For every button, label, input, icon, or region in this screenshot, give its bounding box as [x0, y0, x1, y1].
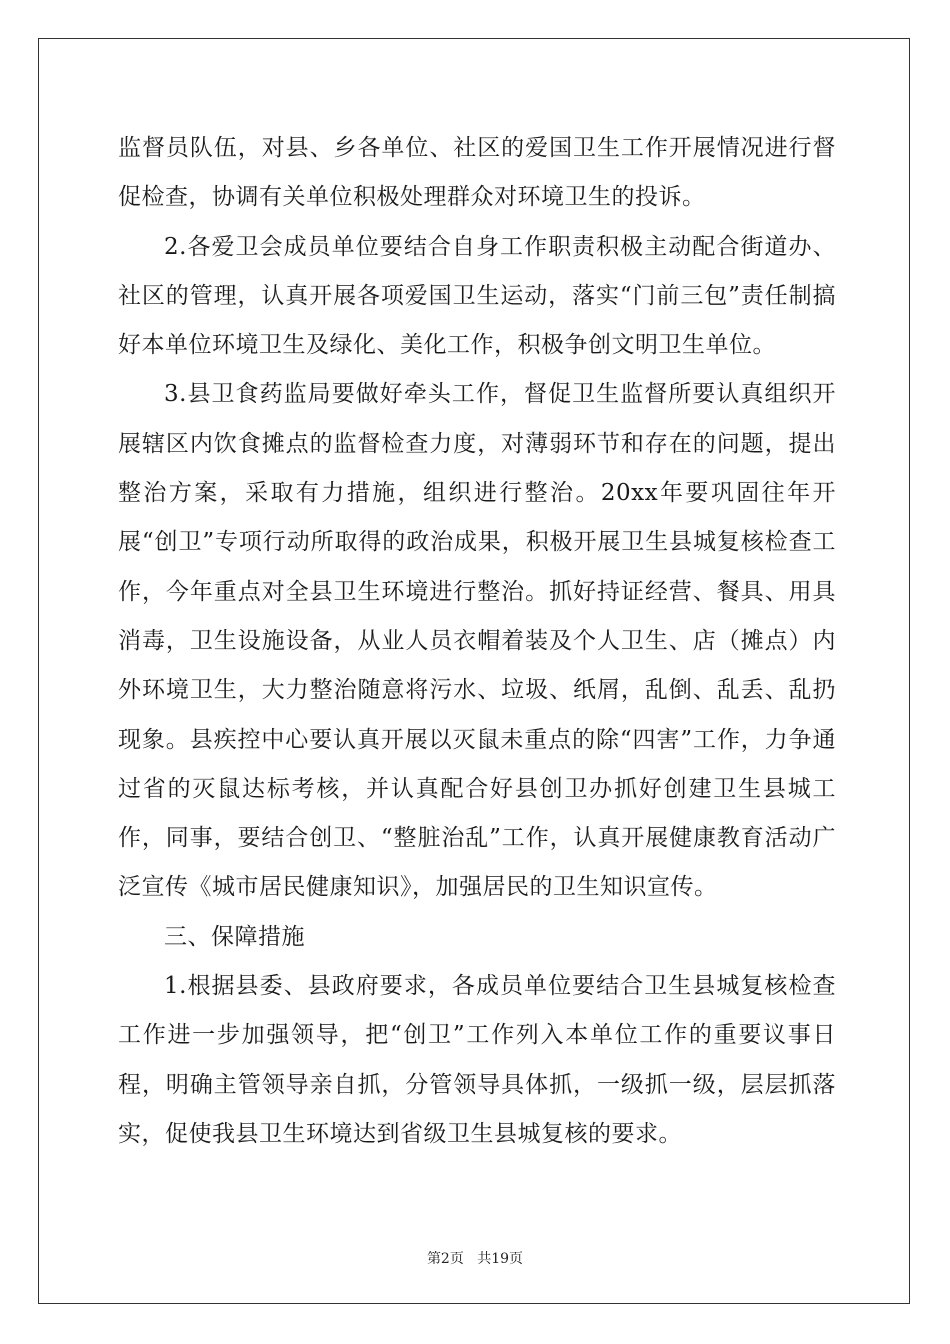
- paragraph-3: 3.县卫食药监局要做好牵头工作，督促卫生监督所要认真组织开展辖区内饮食摊点的监督检查力度，对薄弱环节和存在的问题，提出整治方案，采取有力措施，组织进行整治。20xx年要巩固往年开展“创卫”专项行动所取得的政治成果，积极开展卫生县城复核检查工作，今年重点对全县卫生环境进行整治。抓好持证经营、餐具、用具消毒，卫生设施设备，从业人员衣帽着装及个人卫生、店（摊点）内外环境卫生，大力整治随意将污水、垃圾、纸屑，乱倒、乱丢、乱扔现象。县疾控中心要认真开展以灭鼠未重点的除“四害”工作，力争通过省的灭鼠达标考核，并认真配合好县创卫办抓好创建卫生县城工作，同事，要结合创卫、“整脏治乱”工作，认真开展健康教育活动广泛宣传《城市居民健康知识》，加强居民的卫生知识宣传。: [118, 381, 836, 901]
- section-heading-safeguards: 三、保障措施: [164, 923, 305, 950]
- page-number: 第2页: [426, 1251, 464, 1267]
- page-footer: [0, 1248, 950, 1268]
- document-body: [118, 124, 836, 1159]
- paragraph-1: 监督员队伍，对县、乡各单位、社区的爱国卫生工作开展情况进行督促检查，协调有关单位积极处理群众对环境卫生的投诉。: [118, 135, 836, 211]
- paragraph-5: 1.根据县委、县政府要求，各成员单位要结合卫生县城复核检查工作进一步加强领导，把“创卫”工作列入本单位工作的重要议事日程，明确主管领导亲自抓，分管领导具体抓，一级抓一级，层层抓落实，促使我县卫生环境达到省级卫生县城复核的要求。: [118, 973, 836, 1147]
- paragraph-2: 2.各爱卫会成员单位要结合自身工作职责积极主动配合街道办、社区的管理，认真开展各项爱国卫生运动，落实“门前三包”责任制搞好本单位环境卫生及绿化、美化工作，积极争创文明卫生单位。: [118, 233, 836, 359]
- page-total: 共19页: [477, 1251, 524, 1267]
